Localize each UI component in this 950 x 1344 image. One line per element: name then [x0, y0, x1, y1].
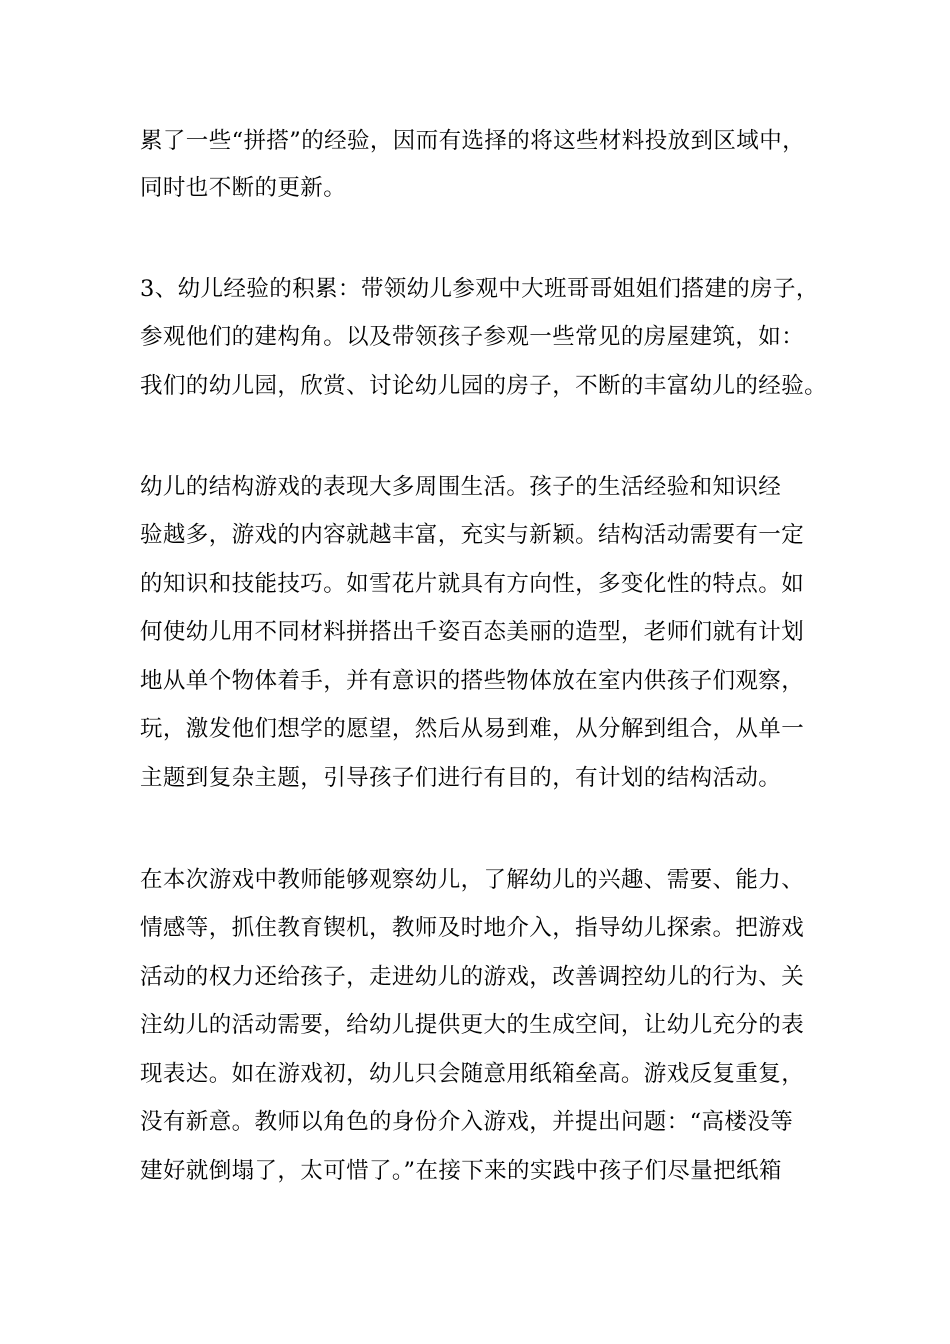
text-line: 同时也不断的更新。 — [140, 175, 347, 201]
text-line: 我们的幼儿园，欣赏、讨论幼儿园的房子，不断的丰富幼儿的经验。 — [140, 373, 828, 399]
text-line: 活动的权力还给孩子，走进幼儿的游戏，改善调控幼儿的行为、关 — [140, 964, 805, 990]
text-line: 地从单个物体着手，并有意识的搭些物体放在室内供孩子们观察， — [140, 668, 805, 694]
text-line: 的知识和技能技巧。如雪花片就具有方向性，多变化性的特点。如 — [140, 571, 805, 597]
text-line: 累了一些“拼搭”的经验，因而有选择的将这些材料投放到区域中， — [140, 128, 806, 154]
text-line: 建好就倒塌了，太可惜了。”在接下来的实践中孩子们尽量把纸箱 — [140, 1158, 782, 1184]
text-line: 情感等，抓住教育锲机，教师及时地介入，指导幼儿探索。把游戏 — [140, 915, 805, 941]
text-line: 在本次游戏中教师能够观察幼儿，了解幼儿的兴趣、需要、能力、 — [140, 867, 805, 893]
text-line: 参观他们的建构角。以及带领孩子参观一些常见的房屋建筑，如： — [140, 324, 805, 350]
text-line: 幼儿的结构游戏的表现大多周围生活。孩子的生活经验和知识经 — [140, 474, 782, 500]
text-line: 没有新意。教师以角色的身份介入游戏，并提出问题：“高楼没等 — [140, 1109, 794, 1135]
text-line: 验越多，游戏的内容就越丰富，充实与新颖。结构活动需要有一定 — [140, 522, 805, 548]
text-line: 何使幼儿用不同材料拼搭出千姿百态美丽的造型，老师们就有计划 — [140, 619, 805, 645]
text-line: 主题到复杂主题，引导孩子们进行有目的，有计划的结构活动。 — [140, 765, 782, 791]
text-line: 现表达。如在游戏初，幼儿只会随意用纸箱垒高。游戏反复重复， — [140, 1061, 805, 1087]
text-line: 3、幼儿经验的积累：带领幼儿参观中大班哥哥姐姐们搭建的房子， — [140, 276, 819, 302]
text-line: 玩，激发他们想学的愿望，然后从易到难，从分解到组合，从单一 — [140, 716, 805, 742]
text-line: 注幼儿的活动需要，给幼儿提供更大的生成空间，让幼儿充分的表 — [140, 1012, 805, 1038]
